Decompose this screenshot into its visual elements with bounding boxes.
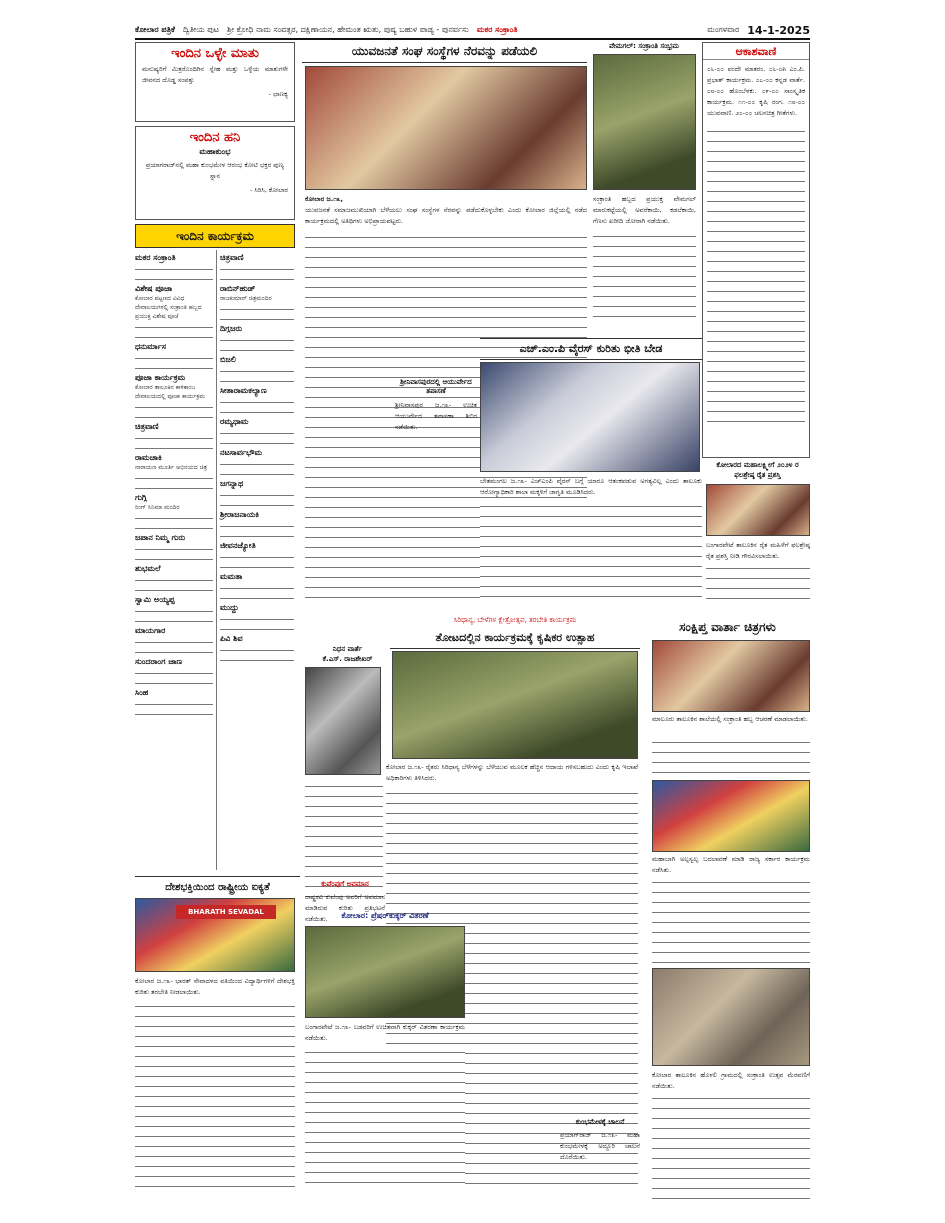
event-item-lines [220, 551, 294, 569]
quote-title: ಇಂದಿನ ಒಳ್ಳೇ ಮಾತು [171, 46, 259, 61]
event-item-lines [135, 472, 213, 490]
hmpv-photo [480, 362, 700, 472]
event-item-heading: ಸ್ವಾಮಿ ಅಯ್ಯಪ್ಪ [135, 595, 175, 604]
sankshipta-lines-1 [652, 736, 810, 776]
event-item-heading: ಮುದ್ದು [220, 603, 239, 612]
farm-headline-text: ತೋಟದಲ್ಲಿನ ಕಾರ್ಯಕ್ರಮಕ್ಕೆ ಕೃಷಿಕರ ಉತ್ಸಾಹ [435, 631, 595, 644]
event-item-heading: ಜಪಾನ ನಿಮ್ಮ ಗುರು [135, 533, 186, 542]
event-item-heading: ರಾಮಚಾಕಿ [135, 453, 162, 462]
farm-text: ಕೋಲಾರ ಜ.೧೩- ರೈತರು ಸಿರಿಧಾನ್ಯ ಬೆಳೆಗಳನ್ನು ಬೆಳೆಯುವ ಮೂಲಕ ಹೆಚ್ಚಿನ ಆದಾಯ ಗಳಿಸಬಹುದು ಎಂದು ಕೃಷಿ ಇಲಾಖೆ ಅಧಿಕಾರಿಗಳು ತಿಳಿಸಿದರು. [386, 763, 638, 782]
event-item-heading: ಸುಂದರಾಂಗ ಜಾಣ [135, 657, 183, 666]
kuvempu-title: ಕುವೆಂಪುಗೆ ಅವಮಾನ [321, 880, 369, 888]
event-item-lines [135, 432, 213, 450]
hani-author: - ಸಿರಿಸಿ, ಕೋಲಾರ [249, 186, 288, 194]
award-title: ಕೋಲಾರದ ಮಹಾಲಕ್ಷ್ಮೀಗೆ ೨೦೨೪ ರ ಫಲಶ್ರೇಷ್ಠ ರೈತ ಪ್ರಶಸ್ತಿ [716, 461, 799, 479]
event-item-lines [220, 458, 294, 476]
paper-name: ಕೋಲಾರ ಪತ್ರಿಕೆ [135, 25, 175, 34]
event-item-heading: ರಮ್ಯಧಾಮ [220, 417, 249, 426]
sankshipta-text-3: ಕೋಲಾರ ತಾಲೂಕಿನ ಹೊಳಲಿ ಗ್ರಾಮದಲ್ಲಿ ಸಂಕ್ರಾಂತಿ ಉತ್ಸವ ಮೆರವಣಿಗೆ ನಡೆಯಿತು. [652, 1071, 810, 1090]
ayurveda-text: ಶ್ರೀನಿವಾಸಪುರ ಜ.೧೩- ಉಚಿತ ಆಯುರ್ವೇದ ತಪಾಸಣಾ ಶಿಬಿರ ನಡೆಯಿತು. [395, 401, 477, 431]
hmpv-headline-text: ಎಚ್.ಎಂ.ಪಿ ವೈರಸ್ ಕುರಿತು ಭೀತಿ ಬೇಡ [519, 342, 663, 355]
event-item-heading: ಶ್ರೀರಾಜನಾಯಕಿ [220, 510, 260, 519]
event-item-heading: ಜೀವನಜ್ಯೋತಿ [220, 541, 256, 550]
hmpv-headline [480, 338, 702, 360]
event-item-heading: ಚಿತ್ರವಾಣಿ [135, 422, 159, 431]
kumbamela-title: ಕುಂಭಮೇಳಕ್ಕೆ ಚಾಲನೆ [575, 1118, 625, 1126]
event-item-heading: ಗುಗ್ಗಿ [135, 493, 147, 502]
deshabhakti-banner: BHARATH SEVADAL [176, 905, 276, 919]
obituary-photo [305, 667, 381, 775]
quote-author: - ಛಾಣಕ್ಯ [268, 90, 288, 98]
sankranti-body [593, 194, 696, 344]
page-volume: ದ್ವಿತೀಯ ಪುಟ [182, 25, 219, 34]
event-item-heading: ಮಾಯಗಾರ [135, 626, 166, 635]
quote-text: ಮನುಷ್ಯರಿಗೆ ಮಿತ್ರರೊಂದಿಗಿನ ಸ್ನೇಹ ಮತ್ತು ಒಳ್ಳೆಯ ಮಾತುಗಳೇ ಜೀವನದ ದೊಡ್ಡ ಸಂಪತ್ತು [142, 65, 288, 84]
deshabhakti-lines [135, 1000, 295, 1190]
obituary-title: ನಿಧನ ವಾರ್ತೆ [332, 645, 363, 653]
sankshipta-lines-2 [652, 876, 810, 964]
quote-box [135, 42, 295, 122]
award-body [706, 540, 810, 610]
kumbamela-text: ಪ್ರಯಾಗ್‌ರಾಜ್ ಜ.೧೩- ಮಹಾ ಕುಂಭಮೇಳಕ್ಕೆ ಅದ್ದೂರಿ ಚಾಲನೆ ದೊರೆಯಿತು. [560, 1131, 640, 1161]
event-item-lines [135, 543, 213, 561]
event-item-lines [135, 605, 213, 623]
event-item-text: ಕೋಲಾರ ಪಟ್ಟಣದ ವಿವಿಧ ದೇವಾಲಯಗಳಲ್ಲಿ ಸಂಕ್ರಾಂತಿ ಹಬ್ಬದ ಪ್ರಯುಕ್ತ ವಿಶೇಷ ಪೂಜೆ [135, 295, 202, 320]
event-item-heading: ಸೀತಾರಾಮಕಲ್ಯಾಣ [220, 386, 267, 395]
event-item-lines [220, 613, 294, 631]
festival-label: ಮಕರ ಸಂಕ್ರಾಂತಿ [476, 25, 518, 34]
akashavani-box [702, 42, 810, 458]
main-body-text: ಯುವಜನತೆ ಸಮಾಜಮುಖಿಯಾಗಿ ಬೆಳೆಯಲು ಸಂಘ ಸಂಸ್ಥೆಗಳ ನೆರವನ್ನು ಪಡೆದುಕೊಳ್ಳಬೇಕು ಎಂದು ಕೋಲಾರ ಜಿಲ್ಲೆಯಲ್ಲಿ ನಡೆದ ಕಾರ್ಯಕ್ರಮದಲ್ಲಿ ಅತಿಥಿಗಳು ಅಭಿಪ್ರಾಯಪಟ್ಟರು. [305, 206, 587, 225]
sankranti-text: ಸಂಕ್ರಾಂತಿ ಹಬ್ಬದ ಪ್ರಯುಕ್ತ ವೇಮಗಲ್ ಮಾರುಕಟ್ಟೆಯಲ್ಲಿ ಅವರೆಕಾಯಿ, ಕಡಲೆಕಾಯಿ, ಗೆಣಸು ಖರೀದಿ ಜೋರಾಗಿ ನಡೆಯಿತು. [593, 195, 696, 225]
cooker-text: ಬಂಗಾರಪೇಟೆ ಜ.೧೩- ಬಡವರಿಗೆ ಉಚಿತವಾಗಿ ಕುಕ್ಕರ್ ವಿತರಣಾ ಕಾರ್ಯಕ್ರಮ ನಡೆಯಿತು. [305, 1023, 465, 1042]
deshabhakti-headline [135, 876, 300, 897]
event-item-lines [220, 396, 294, 414]
sankshipta-text-1: ಮಾಲೂರು ತಾಲೂಕಿನ ಶಾಲೆಯಲ್ಲಿ ಸಂಕ್ರಾಂತಿ ಹಬ್ಬ ಆಚರಣೆ ಮಾಡಲಾಯಿತು. [652, 715, 808, 723]
event-item-text: ಕೋಲಾರ ತಾಲೂಕಿನ ಕಾಳಿಕಾಂಬ ದೇವಾಲಯದಲ್ಲಿ ಪೂಜಾ ಕಾರ್ಯಕ್ರಮ [135, 384, 205, 400]
event-item-lines [135, 352, 213, 370]
main-dateline: ಕೋಲಾರ ಜ.೧೩, [305, 195, 343, 203]
main-headline [302, 40, 587, 63]
hmpv-lines [480, 500, 702, 600]
farm-photo [392, 651, 638, 759]
akashavani-text: ೦೬-೦೦ ವಂದೇ ಮಾತರಂ. ೦೬-೦೫ ಎಂ.ಪಿ. ಪ್ರಭಾತ್ ಕಾರ್ಯಕ್ರಮ. ೦೭-೦೦ ಕನ್ನಡ ವಾರ್ತೆ. ೦೮-೦೦ ಹೊಂಬೆಳಕು. ೦೯-೦೦ ಸಾಂಸ್ಕೃತಿಕ ಕಾರ್ಯಕ್ರಮ. ೧೧-೦೦ ಕೃಷಿ ರಂಗ. ೧೮-೦೦ ಯುವವಾಣಿ. ೨೦-೦೦ ಚಲನಚಿತ್ರ ಗೀತೆಗಳು. [707, 65, 805, 117]
event-item-text: ರಿಂಗ್ ಸಿನಿಮಾ ಮಂದಿರ [135, 504, 180, 511]
event-item-heading: ನಟಸಾರ್ವಭೌಮ [220, 448, 263, 457]
event-item-heading: ಚಿತ್ರವಾಣಿ [220, 253, 244, 262]
farm-headline [390, 628, 640, 649]
issue-date: 14-1-2025 [747, 23, 810, 37]
events-col-1 [135, 250, 213, 870]
events-col-2 [216, 250, 294, 870]
obituary-name: ಕೆ.ಎಸ್. ರಾಜಶೇಖರ್ [322, 655, 373, 663]
event-item-heading: ರಾಬಿನ್‌ಹುಡ್ [220, 284, 256, 293]
event-item-lines [220, 520, 294, 538]
samvatsara-line: ಶ್ರೀ ಕ್ರೋಧಿ ನಾಮ ಸಂವತ್ಸರ, ದಕ್ಷಿಣಾಯನ, ಹೇಮಂತ ಋತು, ಪುಷ್ಯ ಬಹುಳ ಪಾಡ್ಯ - ಪುನರ್ವಸು [226, 25, 469, 34]
event-item-lines [135, 698, 213, 716]
event-item-lines [135, 263, 213, 281]
hmpv-text: ಬೇತಮಂಗಲ ಜ.೧೩- ಎಚ್‌ಎಂಪಿ ವೈರಸ್ ಬಗ್ಗೆ ಯಾರೂ ಆತಂಕಪಡುವ ಅಗತ್ಯವಿಲ್ಲ ಎಂದು ತಾಲೂಕು ಆರೋಗ್ಯಾಧಿಕಾರಿ ಶಾಲಾ ಮಕ್ಕಳಿಗೆ ಜಾಗೃತಿ ಮೂಡಿಸಿದರು. [480, 477, 702, 496]
event-item-heading: ಮಕರ ಸಂಕ್ರಾಂತಿ [135, 253, 176, 262]
sankshipta-lines-3 [652, 1092, 810, 1202]
hani-text: ಪ್ರಯಾಗರಾಜ್‌ನಲ್ಲಿ ಮಹಾ ಕುಂಭಮೇಳ ಆರಂಭ ಕೋಟಿ ಭಕ್ತರ ಪುಣ್ಯ ಸ್ನಾನ [145, 161, 285, 180]
event-item-lines [135, 512, 213, 530]
cooker-body [305, 1022, 465, 1202]
event-item-lines [220, 303, 294, 321]
karyakrama-title-text: ಇಂದಿನ ಕಾರ್ಯಕ್ರಮ [176, 228, 254, 243]
sankshipta-photo-3 [652, 968, 810, 1066]
deshabhakti-body [135, 976, 295, 1202]
event-item-heading: ಪಿವಿ ಶಿವ [220, 634, 243, 643]
cooker-lines [305, 1046, 465, 1186]
deshabhakti-text: ಕೋಲಾರ ಜ.೧೩- ಭಾರತ್ ಸೇವಾದಳದ ವತಿಯಿಂದ ವಿದ್ಯಾರ್ಥಿಗಳಿಗೆ ದೇಶಭಕ್ತಿ ಕುರಿತು ತರಬೇತಿ ನೀಡಲಾಯಿತು. [135, 977, 295, 996]
event-item-lines [220, 644, 294, 662]
event-item-lines [135, 321, 213, 339]
event-item-heading: ಜಗನ್ನಾಥ [220, 479, 244, 488]
akashavani-title: ಆಕಾಶವಾಣಿ [703, 45, 809, 60]
event-item-lines [220, 427, 294, 445]
deshabhakti-photo [135, 898, 295, 972]
sankshipta-photo-1 [652, 640, 810, 712]
event-item-lines [135, 636, 213, 654]
karyakrama-title [135, 224, 295, 248]
obituary-lines [386, 667, 388, 668]
sankshipta-photo-2 [652, 780, 810, 852]
cooker-headline-text: ಕೋಲಾರ: ಪ್ರೆಷರ್‌ಕುಕ್ಕರ್ ವಿತರಣೆ [341, 911, 429, 920]
farm-kicker: ಸಿರಿಧಾನ್ಯ, ಬೇಳೆಗಳ ಕ್ಷೇತ್ರೋತ್ಸವ, ತರಬೇತಿ ಕಾರ್ಯಕ್ರಮ [453, 616, 577, 624]
hani-subtitle: ಮಹಾಕುಂಭ [199, 147, 231, 156]
sankshipta-headline-text: ಸಂಕ್ಷಿಪ್ತ ವಾರ್ತಾ ಚಿತ್ರಗಳು [679, 619, 776, 634]
event-item-lines [220, 489, 294, 507]
event-item-heading: ಮಮತಾ [220, 572, 243, 581]
event-item-lines [135, 401, 213, 419]
event-item-heading: ವಿಶೇಷ ಪೂಜಾ [135, 284, 173, 293]
event-item-heading: ಶುಭಮಲೆ [135, 564, 161, 573]
hani-box [135, 126, 295, 220]
ayurveda-title: ಶ್ರೀನಿವಾಸಪುರದಲ್ಲಿ ಆಯುರ್ವೇದ ತಪಾಸಣೆ [400, 378, 472, 395]
event-item-heading: ಪೂಜಾ ಕಾರ್ಯಕ್ರಮ [135, 373, 186, 382]
akashavani-lines [707, 125, 805, 425]
day-label: ಮಂಗಳವಾರ [707, 25, 740, 34]
event-item-lines [135, 574, 213, 592]
sankranti-lines [593, 230, 696, 320]
sankshipta-headline [645, 616, 810, 638]
event-item-lines [220, 365, 294, 383]
sankranti-photo [593, 54, 696, 190]
event-item-heading: ಬಿಜಲಿ [220, 355, 236, 364]
main-story-photo [305, 66, 587, 190]
deshabhakti-headline-text: ದೇಶಭಕ್ತಿಯಿಂದ ರಾಷ್ಟ್ರೀಯ ಐಕ್ಯತೆ [165, 881, 270, 893]
event-item-lines [135, 667, 213, 685]
event-item-heading: ದಿಗ್ಗಜರು [220, 324, 243, 333]
cooker-photo [305, 926, 465, 1018]
main-headline-text: ಯುವಜನತೆ ಸಂಘ ಸಂಸ್ಥೆಗಳ ನೆರವನ್ನು ಪಡೆಯಲಿ [351, 43, 538, 58]
event-item-lines [220, 582, 294, 600]
award-lines [706, 562, 810, 602]
cooker-headline [305, 908, 465, 924]
event-item-lines [220, 263, 294, 281]
hani-title: ಇಂದಿನ ಹನಿ [189, 130, 241, 145]
sankranti-title: ವೇಮಗಲ್: ಸಂಕ್ರಾಂತಿ ಸಂಭ್ರಮ [609, 42, 679, 50]
kuvempu-text: ರಾಷ್ಟ್ರಕವಿ ಕುವೆಂಪು ಅವರಿಗೆ ಅವಮಾನ ಮಾಡಿರುವ ಕುರಿತು ಪ್ರತಿಭಟನೆ ನಡೆಯಿತು. [305, 893, 385, 923]
sankshipta-text-2: ಮಹಾಬಾಗಿ ಅಲ್ಪಸ್ವಲ್ಪ ಬದಲಾವಣೆ ಮಾಡಿ ರಾಜ್ಯ ಸರ್ಕಾರ ಕಾರ್ಯಕ್ರಮ ನಡೆಸಿತು. [652, 855, 810, 874]
page-header [135, 22, 810, 40]
event-item-text: ನಾರಾಯಣ ಮೂರ್ತಿ ಅಭಿನಯದ ಚಿತ್ರ [135, 464, 208, 471]
award-photo [706, 484, 810, 536]
event-item-heading: ಸಿಂಹ [135, 688, 149, 697]
event-item-heading: ಧನುರ್ಮಾಸ [135, 342, 166, 351]
event-item-lines [220, 334, 294, 352]
hmpv-body [480, 476, 702, 616]
award-text: ಬಂಗಾರಪೇಟೆ ತಾಲೂಕಿನ ರೈತ ಮಹಿಳೆಗೆ ಫಲಶ್ರೇಷ್ಠ ರೈತ ಪ್ರಶಸ್ತಿ ನೀಡಿ ಗೌರವಿಸಲಾಯಿತು. [706, 541, 810, 560]
event-item-text: ರಾಜಕುಮಾರ್ ಚಿತ್ರಮಂದಿರ [220, 295, 272, 302]
